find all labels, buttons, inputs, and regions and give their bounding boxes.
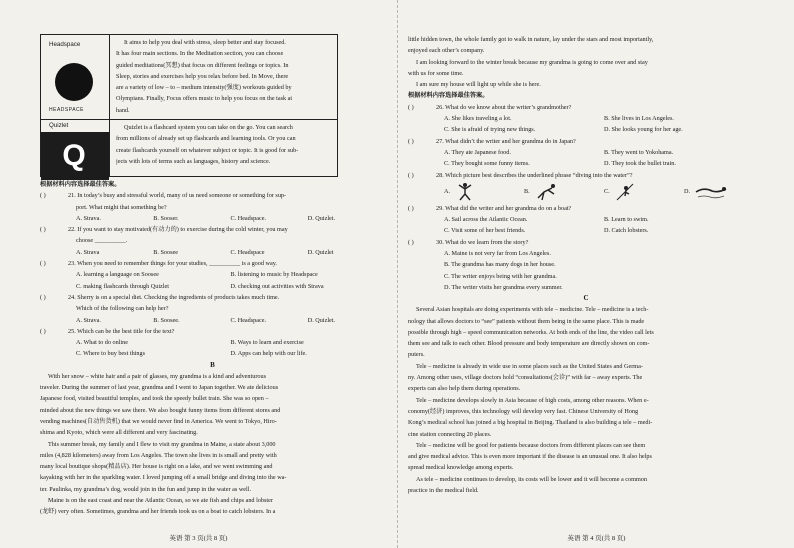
quizlet-logo-letter: Q <box>62 139 86 172</box>
passage-line: I am sure my house will light up while she is here. <box>416 81 541 89</box>
option[interactable]: D. checking out activities with Strava <box>230 282 324 290</box>
headspace-brand <box>41 35 110 119</box>
option[interactable]: B. She lives in Los Angeles. <box>604 115 674 123</box>
diving-figure-icon <box>694 183 728 201</box>
headspace-logo-icon <box>55 63 93 101</box>
passage-line: Tele – medicine develops slowly in Asia because of high costs, among other reasons. When e- <box>416 396 649 404</box>
question-text: 30. What do we learn from the story? <box>436 238 529 246</box>
quizlet-logo-icon <box>41 132 109 180</box>
passage-line: possible through high – speed communication networks. At both ends of the line, the video call lets <box>408 328 654 336</box>
passage-line: minded about the new things we saw there. We also bought funny items from different stores and <box>40 406 281 414</box>
passage-line: As tele – medicine continues to develop, its costs will be lower and it will become a common <box>416 475 647 483</box>
option-b-picture[interactable] <box>524 181 604 203</box>
passage-line: This summer break, my family and I flew to visit my grandma in Maine, a state about 3,000 <box>48 440 276 448</box>
question-26 <box>408 102 764 113</box>
question-text: 21. In today’s busy and stressful world, many of us need someone or something for sup- <box>68 192 287 200</box>
option-letter: B. <box>524 187 530 195</box>
option[interactable]: B. Learn to swim. <box>604 216 649 224</box>
options-29 <box>408 214 764 225</box>
instruction-right: 根据材料内容选择最佳答案。 <box>408 92 489 100</box>
headspace-name: Headspace <box>49 41 81 48</box>
question-text: port. What might that something be? <box>76 203 167 211</box>
option[interactable]: B. They went to Yokohama. <box>604 148 674 156</box>
right-page <box>397 0 794 548</box>
answer-blank[interactable]: ( ) <box>40 226 46 234</box>
quizlet-description <box>110 120 302 176</box>
options-29 <box>408 225 764 236</box>
option[interactable]: B. Soosee <box>153 248 178 256</box>
headspace-line: guided meditations(冥想) that focus on different feelings or topics. In <box>116 61 289 69</box>
options-22 <box>40 247 385 258</box>
question-text: 23. When you need to remember things for your studies, __________ is a good way. <box>68 260 277 268</box>
options-23 <box>40 269 385 280</box>
option[interactable]: A. Strava <box>76 248 100 256</box>
option-letter: A. <box>444 187 451 195</box>
question-27 <box>408 136 764 147</box>
passage-line: vending machines(自动售货机) that we would never find in America. We went to Tokyo, Hiro- <box>40 417 277 425</box>
option[interactable]: A. Sail across the Atlantic Ocean. <box>444 216 528 224</box>
question-21 <box>40 190 385 201</box>
passage-line: little hidden town, the whole family got to walk in nature, lay under the stars and most importantly, <box>408 36 654 43</box>
passage-line: many local boutique shops(精品店). Her house is right on a lake, and we went swimming and <box>40 463 273 471</box>
option-a-picture[interactable] <box>444 181 524 203</box>
footer-left: 英语 第 3 页(共 8 页) <box>169 535 228 542</box>
answer-blank[interactable]: ( ) <box>408 103 414 111</box>
quizlet-name: Quizlet <box>49 122 69 129</box>
options-28 <box>408 181 764 203</box>
passage-line: miles (4,828 kilometers) away from Los Angeles. The town she lives in is small and pretty with <box>40 451 277 459</box>
answer-blank[interactable]: ( ) <box>40 192 46 200</box>
option[interactable]: A. Maine is not very far from Los Angeles. <box>444 250 551 258</box>
options-24 <box>40 315 385 326</box>
option[interactable]: A. She likes traveling a lot. <box>444 115 512 123</box>
question-28 <box>408 170 764 181</box>
question-22 <box>40 224 385 235</box>
passage-line: practice in the medical field. <box>408 486 479 494</box>
question-text: 26. What do we know about the writer’s grandmother? <box>436 103 572 111</box>
question-text: 28. Which picture best describes the underlined phrase “diving into the water”? <box>436 171 633 179</box>
option[interactable]: D. They took the bullet train. <box>604 160 676 168</box>
option[interactable]: C. Headspace. <box>230 316 267 324</box>
question-29 <box>408 203 764 214</box>
passage-line: puters. <box>408 351 425 359</box>
quizlet-brand <box>41 120 110 176</box>
passage-line: and give medical advice. This is even more important if the disease is an unusual one. It also helps <box>408 453 652 461</box>
question-text: 24. Sherry is on a special diet. Checking the ingredients of products takes much time. <box>68 293 280 301</box>
headspace-logo-word: HEADSPACE <box>49 107 84 113</box>
option[interactable]: D. She looks young for her age. <box>604 126 683 134</box>
option[interactable]: A. Strava. <box>76 214 101 222</box>
passage-line: nology that allows doctors to “see” patients without them being in the same place. This is made <box>408 317 645 325</box>
answer-blank[interactable]: ( ) <box>408 137 414 145</box>
question-text: 22. If you want to stay motivated(有动力的) to exercise during the cold winter, you may <box>68 226 288 234</box>
stretching-figure-icon <box>454 182 476 202</box>
option[interactable]: B. Ways to learn and exercise <box>230 339 304 347</box>
quizlet-line: jects with lots of terms such as languages, history and science. <box>116 157 271 165</box>
pole-vault-figure-icon <box>614 182 636 202</box>
option[interactable]: A. They ate Japanese food. <box>444 148 511 156</box>
option[interactable]: C. Visit some of her best friends. <box>444 227 526 235</box>
question-30 <box>408 237 764 248</box>
option-letter: C. <box>604 187 610 195</box>
option[interactable]: B. listening to music by Headspace <box>230 271 318 279</box>
passage-line: experts can also help them during operations. <box>408 385 521 393</box>
passage-line: Tele – medicine will be good for patients because doctors from different places can see them <box>416 441 646 449</box>
question-text: 27. What didn’t the writer and her grandma do in Japan? <box>436 137 576 145</box>
option[interactable]: D. Quizlet. <box>307 316 336 324</box>
passage-line: cine station connecting 20 places. <box>408 430 492 438</box>
options-23 <box>40 281 385 292</box>
option[interactable]: B. Sooser. <box>153 214 179 222</box>
passage-line: with us for some time. <box>408 69 464 77</box>
passage-line: Japanese food, visited beautiful temples, and took the speedy bullet train. She was so open – <box>40 395 269 403</box>
answer-blank[interactable]: ( ) <box>40 260 46 268</box>
options-27 <box>408 158 764 169</box>
passage-line: kayaking with her in the sparkling water. I loved jumping off a small bridge and diving into the wa- <box>40 474 287 482</box>
option-d-picture[interactable] <box>684 181 764 203</box>
option[interactable]: D. The writer visits her grandma every summer. <box>444 283 563 291</box>
quizlet-line: Quizlet is a flashcard system you can take on the go. You can search <box>124 124 293 131</box>
passage-line: Tele – medicine is already in wide use in some places such as the United States and Germa- <box>416 362 643 370</box>
passage-line: (龙虾) very often. Sometimes, grandma and her friends took us on a boat to catch lobsters. In a <box>40 508 276 516</box>
options-26 <box>408 124 764 135</box>
passage-line: With her snow – white hair and a pair of glasses, my grandma is a kind and adventurous <box>48 372 266 380</box>
answer-blank[interactable]: ( ) <box>408 238 414 246</box>
jumping-figure-icon <box>534 182 560 202</box>
headspace-line: Sleep, stories and exercises help you relax before bed. In Move, there <box>116 72 289 80</box>
answer-blank[interactable]: ( ) <box>408 171 414 179</box>
quizlet-line: create flashcards yourself on whatever subject or topic. It is good for sub- <box>116 146 299 154</box>
options-26 <box>408 113 764 124</box>
options-21 <box>40 213 385 224</box>
passage-line: spread medical knowledge among experts. <box>408 464 514 472</box>
section-b-heading: B <box>210 360 215 369</box>
answer-blank[interactable]: ( ) <box>40 293 46 301</box>
option[interactable]: A. What to do online <box>76 339 128 347</box>
question-text: choose __________. <box>76 237 128 245</box>
instruction-left: 根据材料内容选择最佳答案。 <box>40 181 121 188</box>
passage-line: I am looking forward to the winter break because my grandma is going to come over and stay <box>416 58 648 66</box>
passage-line: them see and talk to each other. Blood pressure and body temperature are directly shown on com- <box>408 340 650 348</box>
option[interactable]: D. Quizlet <box>307 248 334 256</box>
option[interactable]: D. Catch lobsters. <box>604 227 649 235</box>
option-letter: D. <box>684 187 691 195</box>
section-c-heading: C <box>583 294 589 303</box>
option[interactable]: C. The writer enjoys being with her grandma. <box>444 272 557 280</box>
passage-line: Several Asian hospitals are doing experiments with tele – medicine. Tele – medicine is a tech- <box>416 306 649 314</box>
passage-line: Kong’s medical school has joined a big hospital in Beijing. Thailand is also building a tele – medi- <box>408 419 653 427</box>
headspace-ad <box>40 34 338 120</box>
passage-line: ter. Paulinka, my grandma’s dog, would join in the fun and jump in the water as well. <box>40 485 252 493</box>
passage-line: ny. Among other uses, village doctors hold “consultations(会诊)” with far – away experts. The <box>408 374 643 382</box>
question-25 <box>40 326 385 337</box>
passage-line: traveler. During the summer of last year, grandma and I went to Japan together. We ate delicious <box>40 384 279 392</box>
headspace-line: It has four main sections. In the Meditation section, you can choose <box>116 50 284 58</box>
option[interactable]: B. The grandma has many dogs in her house. <box>444 261 556 269</box>
question-text: 25. Which can be the best title for the text? <box>68 327 175 335</box>
passage-line: enjoyed each other’s company. <box>408 47 485 55</box>
option[interactable]: B. Soosee. <box>153 316 180 324</box>
passage-line: shima and Kyoto, which were all different and very fascinating. <box>40 429 198 437</box>
option[interactable]: D. Quizlet. <box>307 214 336 222</box>
headspace-line: Olympians. Finally, Focus offers music to help you focus on the task at <box>116 95 293 103</box>
option[interactable]: A. learning a language on Soosee <box>76 271 159 279</box>
headspace-line: hand. <box>116 106 130 114</box>
options-25 <box>40 348 385 359</box>
headspace-line: are a variety of low – to – medium intensity(强度) workouts guided by <box>116 84 292 92</box>
option[interactable]: C. She is afraid of trying new things. <box>444 126 536 134</box>
option[interactable]: A. Strava. <box>76 316 101 324</box>
headspace-line: It aims to help you deal with stress, sleep better and stay focused. <box>124 39 286 46</box>
options-27 <box>408 147 764 158</box>
question-23 <box>40 258 385 269</box>
option[interactable]: C. Headspace. <box>230 214 267 222</box>
question-text: 29. What did the writer and her grandma do on a boat? <box>436 204 572 212</box>
quizlet-line: from millions of already set up flashcards and learning tools. Or you can <box>116 135 296 143</box>
answer-blank[interactable]: ( ) <box>40 327 46 335</box>
option[interactable]: C. Where to buy best things <box>76 350 145 358</box>
passage-line: conomy(经济) improves, this technology will develop very fast. Chinese University of Hong <box>408 407 639 415</box>
option[interactable]: C. making flashcards through Quizlet <box>76 282 169 290</box>
options-25 <box>40 337 385 348</box>
footer-right: 英语 第 4 页(共 8 页) <box>567 535 626 542</box>
question-24 <box>40 292 385 303</box>
quizlet-ad <box>40 120 338 177</box>
headspace-description <box>110 35 296 119</box>
option[interactable]: D. Apps can help with our life. <box>230 350 307 358</box>
answer-blank[interactable]: ( ) <box>408 204 414 212</box>
option[interactable]: C. They bought some funny items. <box>444 160 530 168</box>
passage-line: Maine is on the east coast and near the Atlantic Ocean, so we ate fish and chips and lobster <box>48 497 273 505</box>
question-text: Which of the following can help her? <box>76 305 169 313</box>
option-c-picture[interactable] <box>604 181 684 203</box>
option[interactable]: C. Headspace <box>230 248 265 256</box>
